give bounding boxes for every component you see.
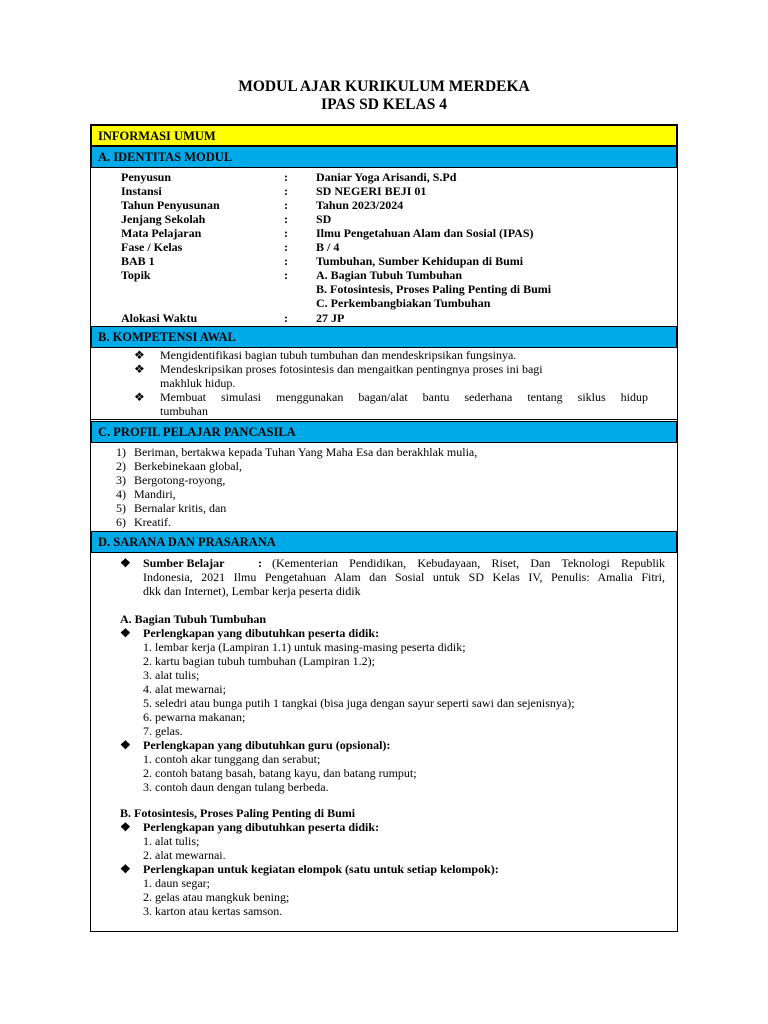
diamond-bullet-icon: ❖ [120, 738, 131, 752]
section-a-peserta-item-7: 7. gelas. [143, 724, 183, 738]
identitas-label-bab: BAB 1 [121, 254, 155, 268]
diamond-bullet-icon: ❖ [120, 556, 131, 570]
identitas-label-jenjang: Jenjang Sekolah [121, 212, 206, 226]
section-a-guru-item-1: 1. contoh akar tunggang dan serabut; [143, 752, 321, 766]
sumber-belajar-line-1: (Kementerian Pendidikan, Kebudayaan, Riset, Dan Teknologi Republik [272, 556, 665, 570]
sarana-section-b-title: B. Fotosintesis, Proses Paling Penting di Bumi [120, 806, 356, 820]
identitas-colon: : [284, 311, 288, 325]
identitas-colon: : [284, 198, 288, 212]
diamond-bullet-icon: ❖ [120, 820, 131, 834]
kompetensi-awal-header: B. KOMPETENSI AWAL [91, 326, 677, 348]
identitas-colon: : [284, 240, 288, 254]
profil-item-4: Mandiri, [134, 487, 176, 501]
identitas-value-topik-c: C. Perkembangbiakan Tumbuhan [316, 296, 491, 310]
section-b-peserta-item-1: 1. alat tulis; [143, 834, 200, 848]
section-a-guru-heading: Perlengkapan yang dibutuhkan guru (opsional): [143, 738, 391, 752]
section-a-guru-item-2: 2. contoh batang basah, batang kayu, dan batang rumput; [143, 766, 417, 780]
profil-item-6: Kreatif. [134, 515, 171, 529]
section-a-peserta-heading: Perlengkapan yang dibutuhkan peserta didik: [143, 626, 380, 640]
identitas-modul-header: A. IDENTITAS MODUL [91, 146, 677, 168]
diamond-bullet-icon: ❖ [120, 862, 131, 876]
identitas-value-fase: B / 4 [316, 240, 340, 254]
identitas-value-tahun: Tahun 2023/2024 [316, 198, 404, 212]
identitas-value-mapel: Ilmu Pengetahuan Alam dan Sosial (IPAS) [316, 226, 534, 240]
section-divider [91, 419, 677, 420]
kompetensi-item-2-line-1: Mendeskripsikan proses fotosintesis dan mengaitkan pentingnya proses ini bagi [160, 362, 543, 376]
section-b-kelompok-item-3: 3. karton atau kertas samson. [143, 904, 283, 918]
section-b-peserta-heading: Perlengkapan yang dibutuhkan peserta didik: [143, 820, 380, 834]
identitas-value-alokasi: 27 JP [316, 311, 345, 325]
section-a-peserta-item-5: 5. seledri atau bunga putih 1 tangkai (bisa juga dengan sayur seperti sawi dan sejenisnya); [143, 696, 575, 710]
sarana-section-a-title: A. Bagian Tubuh Tumbuhan [120, 612, 267, 626]
kompetensi-item-2-line-2: makhluk hidup. [160, 376, 236, 390]
diamond-bullet-icon: ❖ [134, 390, 145, 404]
diamond-bullet-icon: ❖ [134, 362, 145, 376]
section-a-guru-item-3: 3. contoh daun dengan tulang berbeda. [143, 780, 329, 794]
identitas-label-fase: Fase / Kelas [121, 240, 183, 254]
identitas-value-instansi: SD NEGERI BEJI 01 [316, 184, 427, 198]
profil-number: 6) [116, 515, 126, 529]
identitas-label-penyusun: Penyusun [121, 170, 172, 184]
identitas-colon: : [284, 184, 288, 198]
profil-number: 2) [116, 459, 126, 473]
identitas-value-penyusun: Daniar Yoga Arisandi, S.Pd [316, 170, 457, 184]
sumber-belajar-label: Sumber Belajar [143, 556, 225, 570]
identitas-colon: : [284, 254, 288, 268]
identitas-value-topik-b: B. Fotosintesis, Proses Paling Penting di Bumi [316, 282, 552, 296]
kompetensi-item-3-line-1: Membuat simulasi menggunakan bagan/alat bantu sederhana tentang siklus hidup [160, 390, 648, 404]
document-title [0, 78, 768, 114]
title-line-1: MODUL AJAR KURIKULUM MERDEKA [238, 78, 530, 95]
section-b-kelompok-item-1: 1. daun segar; [143, 876, 210, 890]
section-a-peserta-item-6: 6. pewarna makanan; [143, 710, 246, 724]
informasi-umum-header: INFORMASI UMUM [91, 125, 677, 146]
identitas-value-bab: Tumbuhan, Sumber Kehidupan di Bumi [316, 254, 524, 268]
section-b-kelompok-item-2: 2. gelas atau mangkuk bening; [143, 890, 290, 904]
identitas-value-topik-a: A. Bagian Tubuh Tumbuhan [316, 268, 463, 282]
section-a-peserta-item-2: 2. kartu bagian tubuh tumbuhan (Lampiran 1.2); [143, 654, 375, 668]
identitas-label-instansi: Instansi [121, 184, 162, 198]
profil-item-1: Beriman, bertakwa kepada Tuhan Yang Maha Esa dan berakhlak mulia, [134, 445, 478, 459]
identitas-label-mapel: Mata Pelajaran [121, 226, 202, 240]
profil-number: 5) [116, 501, 126, 515]
sumber-belajar-line-3: dkk dan Internet), Lembar kerja peserta didik [143, 584, 361, 598]
section-a-peserta-item-1: 1. lembar kerja (Lampiran 1.1) untuk masing-masing peserta didik; [143, 640, 466, 654]
identitas-label-alokasi: Alokasi Waktu [121, 311, 198, 325]
identitas-colon: : [284, 170, 288, 184]
sarana-prasarana-header: D. SARANA DAN PRASARANA [91, 531, 677, 553]
section-b-kelompok-heading: Perlengkapan untuk kegiatan elompok (satu untuk setiap kelompok): [143, 862, 499, 876]
profil-item-2: Berkebinekaan global, [134, 459, 242, 473]
section-a-peserta-item-3: 3. alat tulis; [143, 668, 200, 682]
identitas-colon: : [284, 226, 288, 240]
sumber-belajar-colon: : [258, 556, 262, 570]
diamond-bullet-icon: ❖ [134, 348, 145, 362]
section-a-peserta-item-4: 4. alat mewarnai; [143, 682, 226, 696]
section-b-peserta-item-2: 2. alat mewarnai. [143, 848, 226, 862]
sumber-belajar-line-2: Indonesia, 2021 Ilmu Pengetahuan Alam dan Sosial untuk SD Kelas IV, Penulis: Amalia Fitri, [143, 570, 665, 584]
diamond-bullet-icon: ❖ [120, 626, 131, 640]
profil-number: 4) [116, 487, 126, 501]
profil-item-3: Bergotong-royong, [134, 473, 226, 487]
profil-number: 1) [116, 445, 126, 459]
identitas-label-topik: Topik [121, 268, 151, 282]
title-line-2: IPAS SD KELAS 4 [321, 96, 447, 113]
profil-item-5: Bernalar kritis, dan [134, 501, 227, 515]
identitas-value-jenjang: SD [316, 212, 332, 226]
identitas-colon: : [284, 212, 288, 226]
identitas-colon: : [284, 268, 288, 282]
identitas-label-tahun: Tahun Penyusunan [121, 198, 220, 212]
kompetensi-item-3-line-2: tumbuhan [160, 404, 208, 418]
profil-number: 3) [116, 473, 126, 487]
kompetensi-item-1: Mengidentifikasi bagian tubuh tumbuhan dan mendeskripsikan fungsinya. [160, 348, 517, 362]
profil-pancasila-header: C. PROFIL PELAJAR PANCASILA [91, 421, 677, 443]
